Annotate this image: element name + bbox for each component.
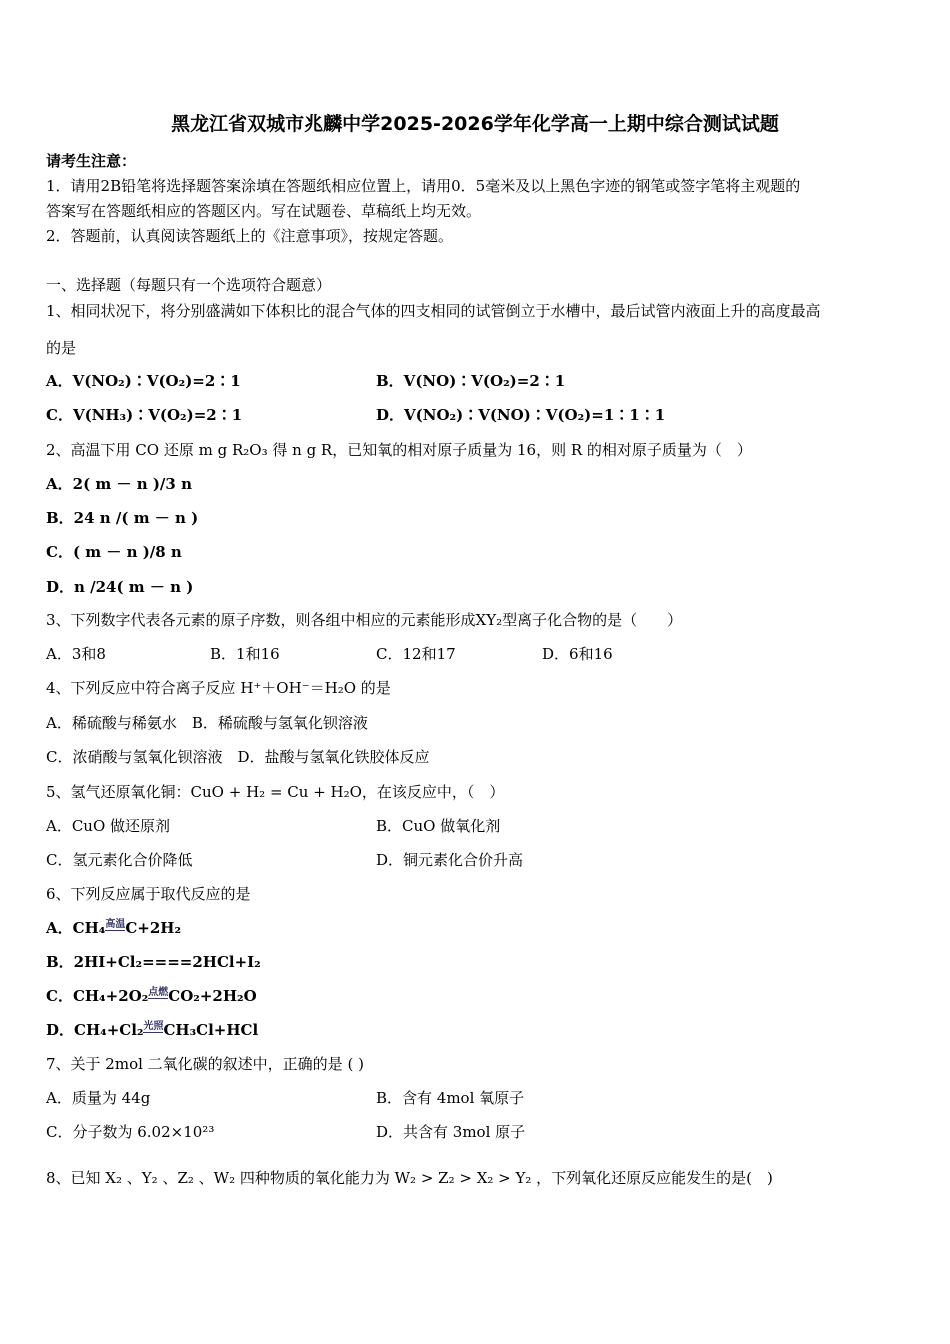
question-stem: 8、已知 X₂ 、Y₂ 、Z₂ 、W₂ 四种物质的氧化能力为 W₂ > Z₂ > X₂ > Y₂ ，下列氧化还原反应能发生的是( ) (46, 1169, 773, 1187)
option (46, 986, 257, 1006)
option: A．CuO 做还原剂 (46, 817, 171, 835)
option: A．V(NO₂)∶V(O₂)=2∶1 (46, 372, 241, 390)
reactants: A．CH₄ (46, 919, 106, 937)
question-stem: 7、关于 2mol 二氧化碳的叙述中，正确的是 ( ) (46, 1055, 364, 1073)
question-stem: 1、相同状况下，将分别盛满如下体积比的混合气体的四支相同的试管倒立于水槽中，最后试管内液面上升的高度最高 (46, 302, 821, 320)
notice-line: 答案写在答题纸相应的答题区内。写在试题卷、草稿纸上均无效。 (46, 202, 482, 220)
reactants: D．CH₄+Cl₂ (46, 1021, 144, 1039)
option: C．V(NH₃)∶V(O₂)=2∶1 (46, 406, 243, 424)
question-stem: 的是 (46, 339, 77, 357)
question-stem: 6、下列反应属于取代反应的是 (46, 885, 251, 903)
reaction-condition: 光照 (143, 1021, 164, 1032)
reaction-condition: 高温 (105, 919, 126, 930)
option (46, 918, 181, 938)
reactants: C．CH₄+2O₂ (46, 987, 149, 1005)
option: A．2( m － n )/3 n (46, 475, 192, 493)
notice-line: 1．请用2B铅笔将选择题答案涂填在答题纸相应位置上，请用0．5毫米及以上黑色字迹的钢笔或签字笔将主观题的 (46, 177, 801, 195)
option: D．6和16 (542, 645, 613, 663)
option: D．铜元素化合价升高 (376, 851, 524, 869)
option: B．24 n /( m － n ) (46, 509, 199, 527)
question-stem: 4、下列反应中符合离子反应 H⁺＋OH⁻＝H₂O 的是 (46, 679, 391, 697)
option: A．3和8 (46, 645, 106, 663)
notice-line: 2．答题前，认真阅读答题纸上的《注意事项》，按规定答题。 (46, 227, 454, 245)
page-title: 黑龙江省双城市兆麟中学2025-2026学年化学高一上期中综合测试试题 (171, 113, 779, 135)
option: B．V(NO)∶V(O₂)=2∶1 (376, 372, 566, 390)
option: C．12和17 (376, 645, 456, 663)
option (46, 1020, 258, 1040)
reaction-condition: 点燃 (148, 987, 169, 998)
option: C．氢元素化合价降低 (46, 851, 193, 869)
option: D．V(NO₂)∶V(NO)∶V(O₂)=1∶1∶1 (376, 406, 666, 424)
option: C．浓硝酸与氢氧化钡溶液 D．盐酸与氢氧化铁胶体反应 (46, 748, 430, 766)
option: B．CuO 做氧化剂 (376, 817, 501, 835)
section-heading: 一、选择题（每题只有一个选项符合题意） (46, 276, 332, 294)
question-stem: 5、氢气还原氧化铜：CuO + H₂ = Cu + H₂O，在该反应中，（ ） (46, 783, 505, 801)
products: CH₃Cl+HCl (163, 1021, 259, 1039)
option: B．2HI+Cl₂====2HCl+I₂ (46, 953, 261, 971)
option: D．n /24( m － n ) (46, 578, 194, 596)
option: B．1和16 (210, 645, 280, 663)
option: B．含有 4mol 氧原子 (376, 1089, 525, 1107)
option: C．分子数为 6.02×10²³ (46, 1123, 215, 1141)
question-stem: 3、下列数字代表各元素的原子序数，则各组中相应的元素能形成XY₂型离子化合物的是（ ） (46, 611, 683, 629)
question-stem: 2、高温下用 CO 还原 m g R₂O₃ 得 n g R，已知氧的相对原子质量为 16，则 R 的相对原子质量为（ ） (46, 441, 752, 459)
option: C．( m － n )/8 n (46, 543, 182, 561)
products: CO₂+2H₂O (168, 987, 257, 1005)
notice-heading: 请考生注意： (46, 152, 137, 170)
option: D．共含有 3mol 原子 (376, 1123, 526, 1141)
products: C+2H₂ (125, 919, 182, 937)
option: A．稀硫酸与稀氨水 B．稀硫酸与氢氧化钡溶液 (46, 714, 368, 732)
option: A．质量为 44g (46, 1089, 151, 1107)
